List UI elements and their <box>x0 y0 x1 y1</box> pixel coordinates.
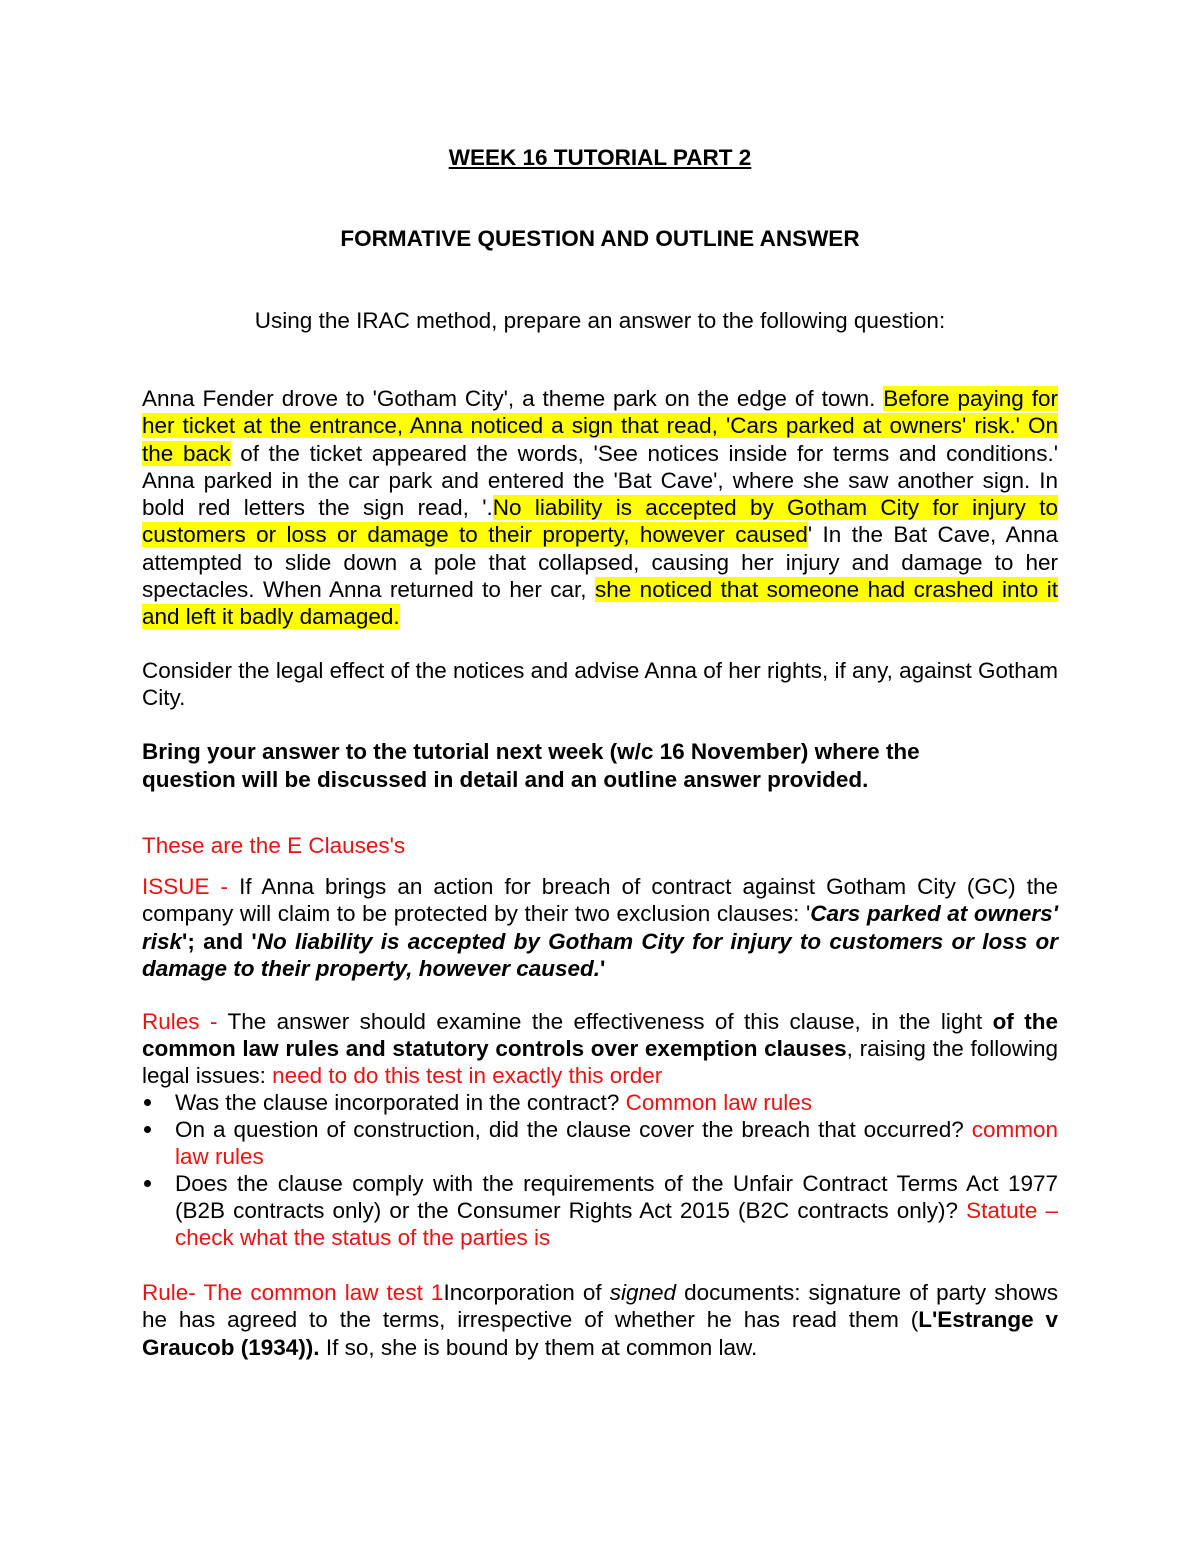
rules-section <box>142 1008 1058 1251</box>
case-citation: L'Estrange v Graucob (1934)). <box>142 1307 1058 1360</box>
document-subtitle: FORMATIVE QUESTION AND OUTLINE ANSWER <box>340 226 860 251</box>
highlight-damage-text: she noticed that someone had crashed into it and left it badly damaged. <box>142 577 1058 630</box>
rule-1-paragraph: Rule- The common law test 1Incorporation of signed documents: signature of party shows he has agreed to the terms, irrespective of whether he has read them (L'Estrange v Graucob (1934)). If so, she is bound by them at common law. <box>142 1280 1058 1360</box>
document-title: WEEK 16 TUTORIAL PART 2 <box>448 145 752 170</box>
list-item: Was the clause incorporated in the contract? Common law rules <box>142 1089 1058 1116</box>
issue-label: ISSUE - <box>142 874 240 899</box>
list-item: On a question of construction, did the clause cover the breach that occurred? common law rules <box>142 1116 1058 1170</box>
rules-note: need to do this test in exactly this order <box>272 1063 663 1088</box>
clause-1: Cars parked at owners' risk <box>142 901 1058 954</box>
consider-paragraph: Consider the legal effect of the notices and advise Anna of her rights, if any, against Gotham City. <box>142 658 1058 711</box>
clause-2: No liability is accepted by Gotham City for injury to customers or loss or damage to their property, however caused. <box>142 928 1058 981</box>
rules-label: Rules - <box>142 1009 228 1034</box>
scenario-paragraph: Anna Fender drove to 'Gotham City', a theme park on the edge of town. Before paying for her ticket at the entrance, Anna noticed a sign that read, 'Cars parked at owners' risk.' On the back of the ticket appeared the words, 'See notices inside for terms and conditions.' Anna parked in the car park and entered the 'Bat Cave', where she saw another sign. In bold red letters the sign read, '.No liability is accepted by Gotham City for injury to customers or loss or damage to their property, however caused' In the Bat Cave, Anna attempted to slide down a pole that collapsed, causing her injury and damage to her spectacles. When Anna returned to her car, she noticed that someone had crashed into it and left it badly damaged. <box>142 386 1058 630</box>
highlight-liability-text: No liability is accepted by Gotham City for injury to customers or loss or damage to their property, however caused <box>142 495 1058 548</box>
rules-paragraph: Rules - The answer should examine the effectiveness of this clause, in the light of the common law rules and statutory controls over exemption clauses, raising the following legal issues: need to do this test in exactly this order <box>142 1009 1058 1088</box>
instruction-paragraph: Bring your answer to the tutorial next week (w/c 16 November) where the question will be discussed in detail and an outline answer provided. <box>142 739 920 792</box>
highlight-sign-text: Before paying for her ticket at the entrance, Anna noticed a sign that read, 'Cars parked at owners' risk.' On the back <box>142 386 1058 466</box>
issue-paragraph: ISSUE - If Anna brings an action for breach of contract against Gotham City (GC) the company will claim to be protected by their two exclusion clauses: 'Cars parked at owners' risk'; and 'No liability is accepted by Gotham City for injury to customers or loss or damage to their property, however caused.' <box>142 874 1058 981</box>
intro-paragraph: Using the IRAC method, prepare an answer to the following question: <box>254 308 946 333</box>
e-clauses-note: These are the E Clauses's <box>142 833 406 858</box>
rule-1-label: Rule- The common law test 1 <box>142 1280 444 1305</box>
list-item: Does the clause comply with the requirements of the Unfair Contract Terms Act 1977 (B2B contracts only) or the Consumer Rights Act 2015 (B2C contracts only)? Statute – check what the status of the parties is <box>142 1170 1058 1251</box>
rules-list <box>142 1089 1058 1251</box>
